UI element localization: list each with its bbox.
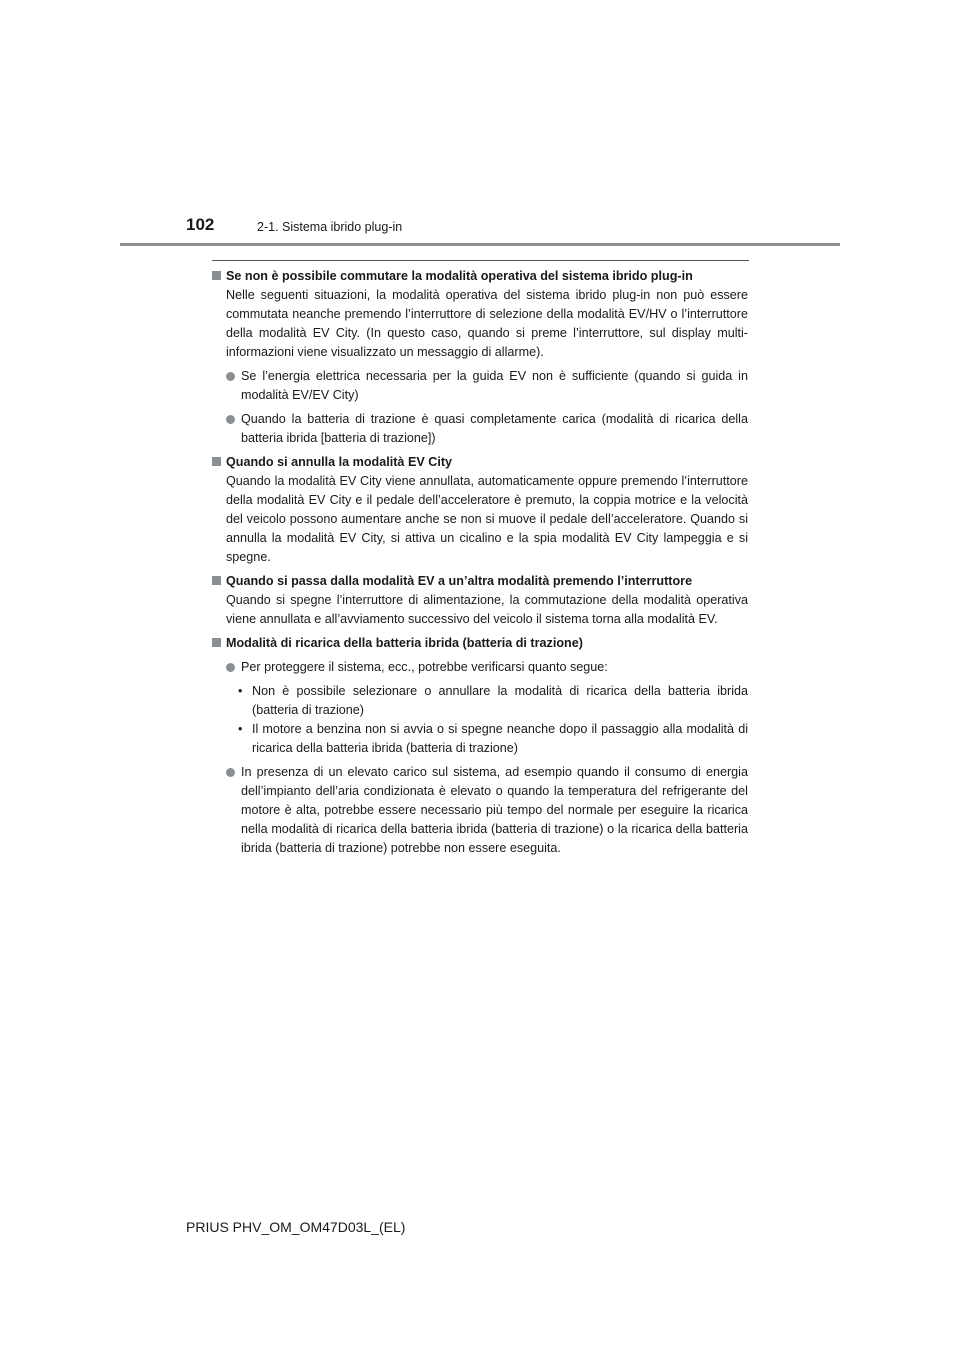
section-heading	[212, 453, 748, 472]
circle-bullet-icon	[226, 768, 235, 777]
heading-text: Modalità di ricarica della batteria ibrida (batteria di trazione)	[226, 636, 583, 650]
list-item	[226, 658, 748, 677]
document-id-footer: PRIUS PHV_OM_OM47D03L_(EL)	[186, 1219, 406, 1235]
list-item-text: In presenza di un elevato carico sul sistema, ad esempio quando il consumo di energia dell’impianto dell’aria condizionata è elevato o quando la temperatura del refrigerante del motore è alta, potrebbe essere necessario più tempo del normale per eseguire la ricarica nella modalità di ricarica della batteria ibrida (batteria di trazione) o la ricarica della batteria ibrida (batteria di trazione) potrebbe non essere eseguita.	[241, 765, 748, 855]
section-title: 2-1. Sistema ibrido plug-in	[257, 220, 403, 234]
paragraph: Quando si spegne l’interruttore di alimentazione, la commutazione della modalità operativa viene annullata e all’avviamento successivo del veicolo il sistema torna alla modalità EV.	[226, 593, 748, 626]
circle-bullet-icon	[226, 415, 235, 424]
list-item-text: Se l’energia elettrica necessaria per la guida EV non è sufficiente (quando si guida in modalità EV/EV City)	[241, 369, 748, 402]
sub-list-item	[238, 720, 748, 758]
section-heading	[212, 634, 748, 653]
sub-list-item	[238, 682, 748, 720]
dot-mark-icon: •	[238, 684, 243, 698]
dot-mark-icon: •	[238, 722, 243, 736]
page-number: 102	[186, 215, 215, 234]
heading-text: Quando si annulla la modalità EV City	[226, 455, 453, 469]
header-divider	[120, 243, 840, 246]
content-divider	[212, 260, 749, 261]
heading-text: Quando si passa dalla modalità EV a un’altra modalità premendo l’interruttore	[226, 574, 693, 588]
sub-list-item-text: Non è possibile selezionare o annullare la modalità di ricarica della batteria ibrida (batteria di trazione)	[252, 684, 748, 717]
circle-bullet-icon	[226, 372, 235, 381]
square-bullet-icon	[212, 576, 221, 585]
paragraph: Quando la modalità EV City viene annullata, automaticamente oppure premendo l’interruttore della modalità EV City e il pedale dell’acceleratore è premuto, la coppia motrice e la velocità del veicolo possono aumentare anche se non si muove il pedale dell’acceleratore. Quando si annulla la modalità EV City, si attiva un cicalino e la spia modalità EV City lampeggia e si spegne.	[226, 474, 748, 564]
list-item	[226, 367, 748, 405]
list-item	[226, 763, 748, 858]
page-content	[212, 267, 748, 858]
square-bullet-icon	[212, 638, 221, 647]
square-bullet-icon	[212, 271, 221, 280]
circle-bullet-icon	[226, 663, 235, 672]
list-item-text: Per proteggere il sistema, ecc., potrebbe verificarsi quanto segue:	[241, 660, 608, 674]
sub-list-item-text: Il motore a benzina non si avvia o si spegne neanche dopo il passaggio alla modalità di ricarica della batteria ibrida (batteria di trazione)	[252, 722, 748, 755]
list-item	[226, 410, 748, 448]
section-heading	[212, 267, 748, 286]
square-bullet-icon	[212, 457, 221, 466]
heading-text: Se non è possibile commutare la modalità operativa del sistema ibrido plug-in	[226, 269, 693, 283]
list-item-text: Quando la batteria di trazione è quasi completamente carica (modalità di ricarica della batteria ibrida [batteria di trazione])	[241, 412, 748, 445]
section-heading	[212, 572, 748, 591]
paragraph: Nelle seguenti situazioni, la modalità operativa del sistema ibrido plug-in non può essere commutata neanche premendo l’interruttore di selezione della modalità EV/HV o l’interruttore della modalità EV City. (In questo caso, quando si preme l’interruttore, sul display multi-informazioni viene visualizzato un messaggio di allarme).	[226, 288, 748, 359]
